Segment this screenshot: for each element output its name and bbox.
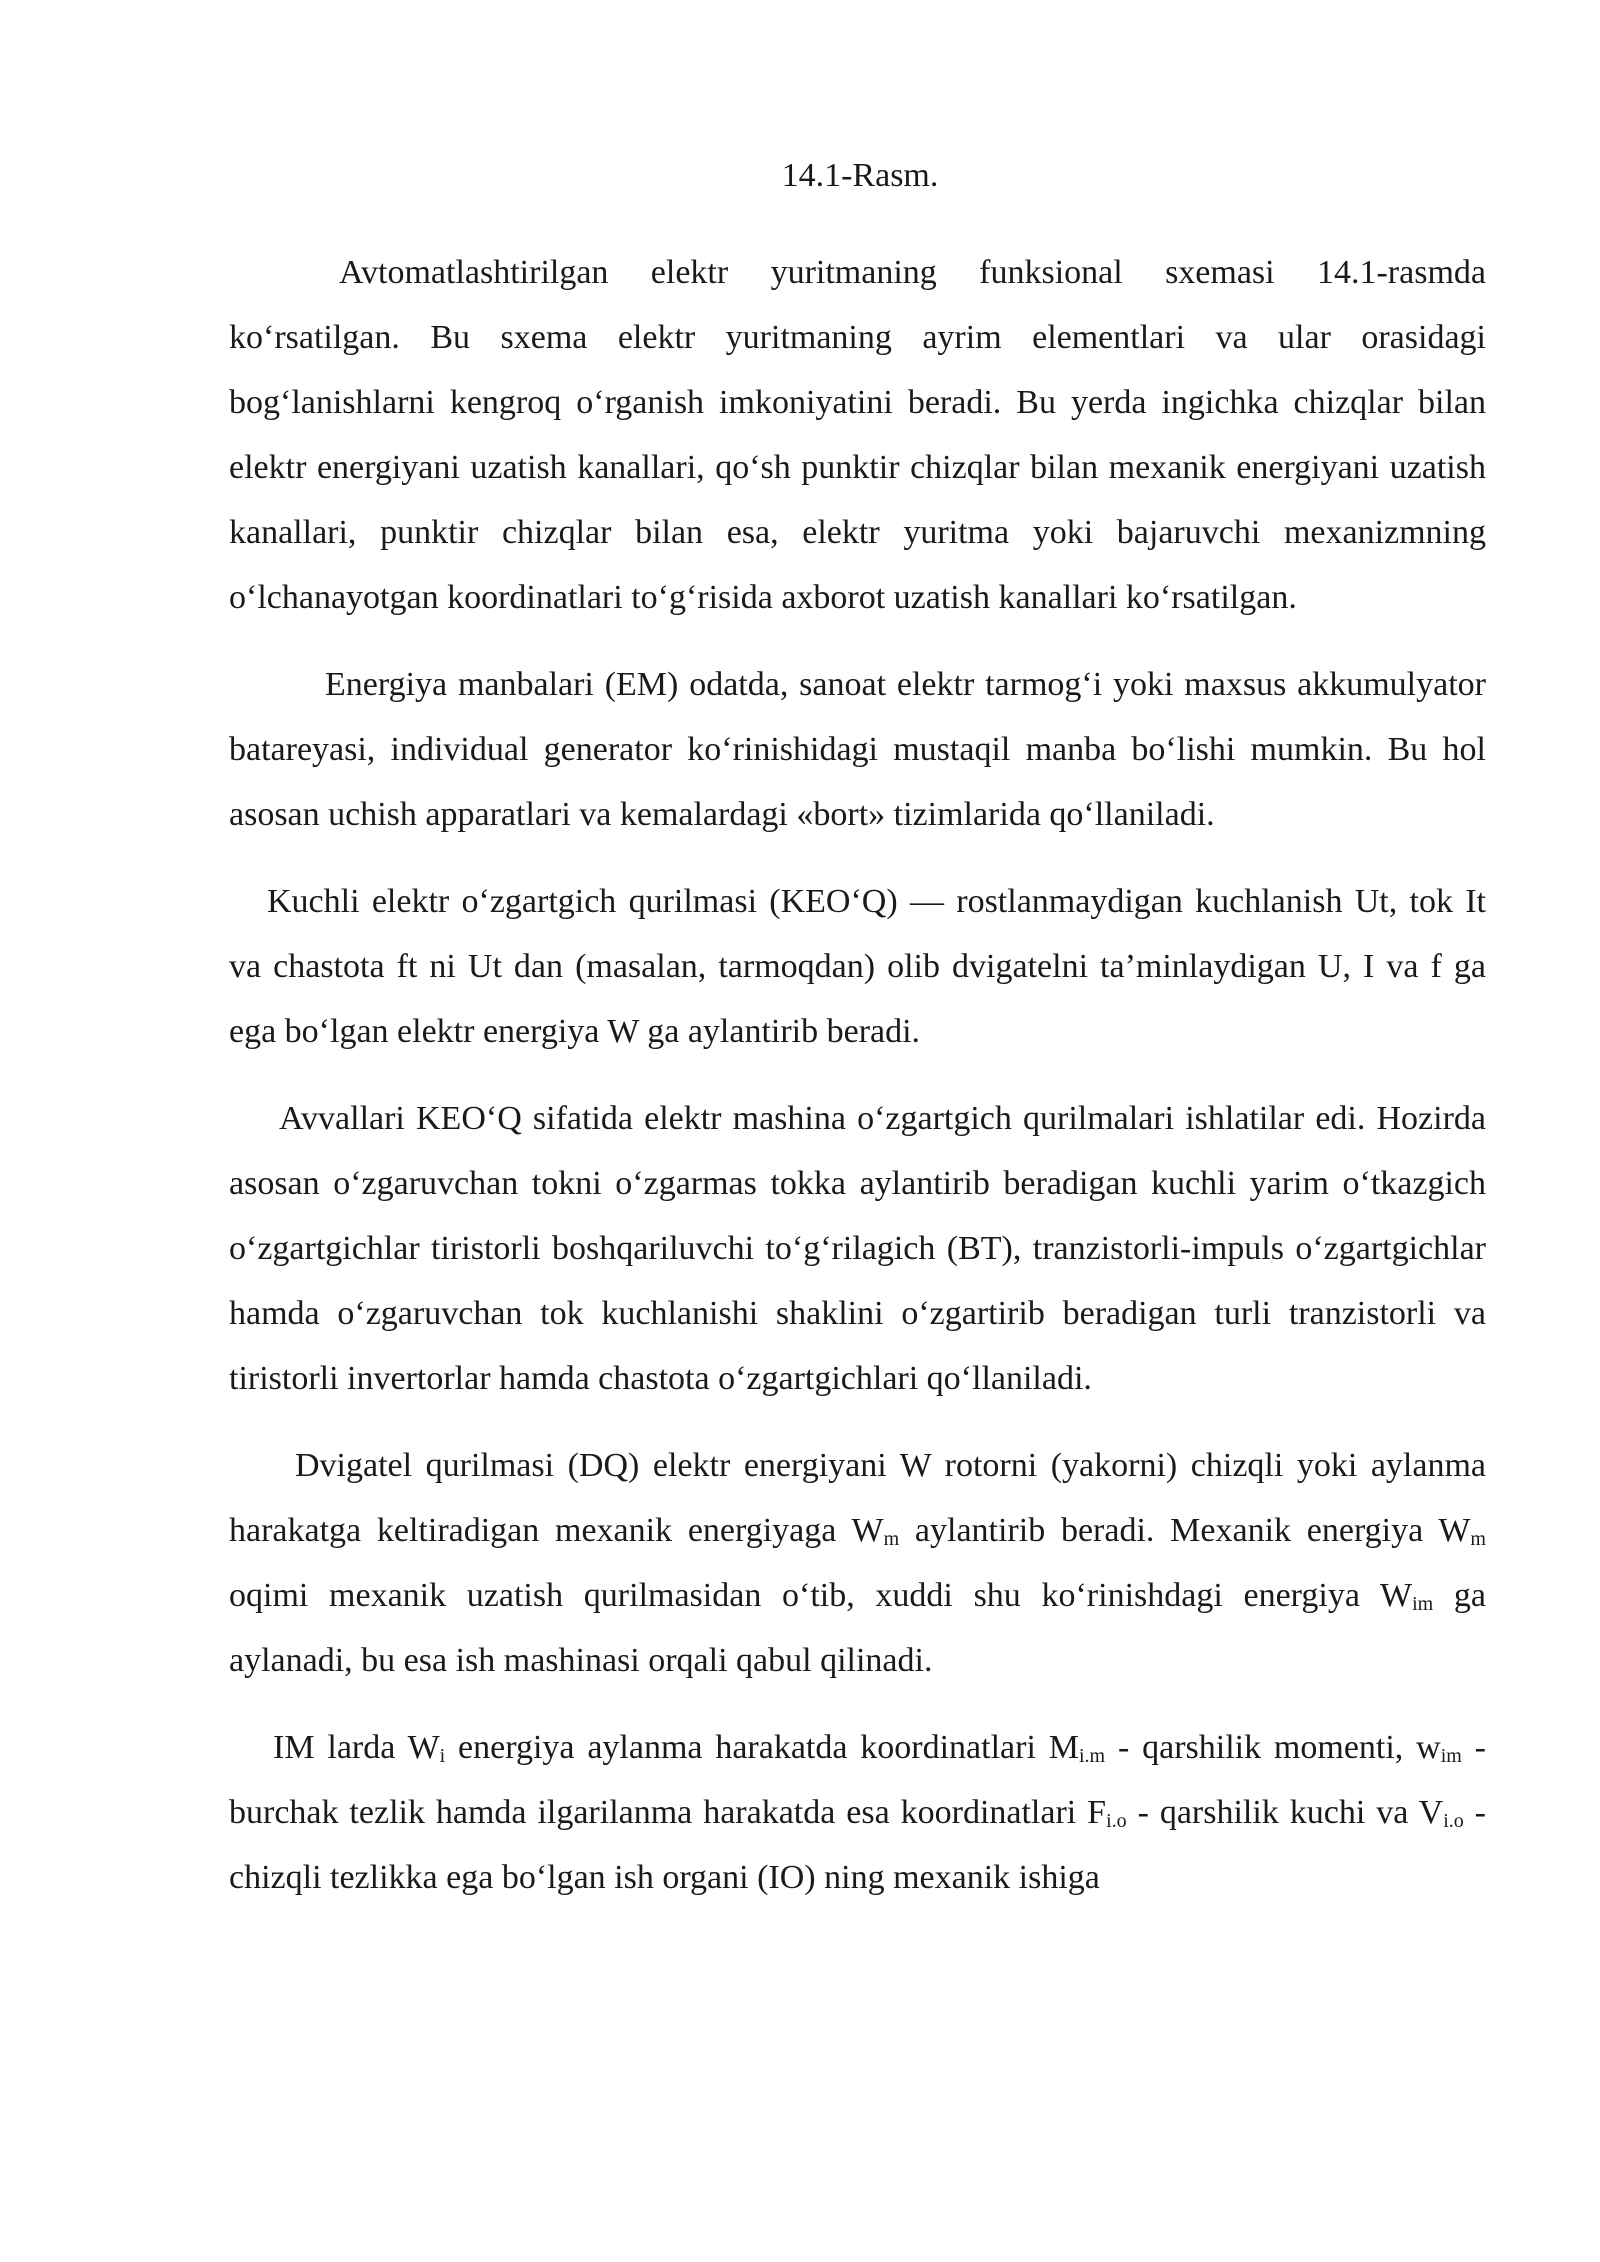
text-run: aylantirib beradi. Mexanik energiya W	[899, 1512, 1471, 1549]
subscript: im	[1440, 1745, 1462, 1767]
subscript: i.m	[1078, 1745, 1106, 1767]
paragraph-converter-types: Avvallari KEO‘Q sifatida elektr mashina o‘zgartgich qurilmalari ishlatilar edi. Hozirda asosan o‘zgaruvchan tokni o‘zgarmas tokka aylantirib beradigan kuchli yarim o‘tkazgich o‘zgartgichlar tiristorli boshqariluvchi to‘g‘rilagich (BT), tranzistorli-impuls o‘zgartgichlar hamda o‘zgaruvchan tok kuchlanishi shaklini o‘zgartirib beradigan turli tranzistorli va tiristorli invertorlar hamda chastota o‘zgartgichlari qo‘llaniladi.	[229, 1100, 1486, 1397]
subscript: m	[883, 1528, 900, 1550]
subscript: i	[439, 1745, 446, 1767]
paragraph-motor-device	[229, 1433, 1486, 1693]
text-run: energiya aylanma harakatda koordinatlari M	[445, 1729, 1079, 1766]
paragraph-energy-sources: Energiya manbalari (EM) odatda, sanoat elektr tarmog‘i yoki maxsus akkumulyator batareyasi, individual generator ko‘rinishidagi mustaqil manba bo‘lishi mumkin. Bu hol asosan uchish apparatlari va kemalardagi «bort» tizimlarida qo‘llaniladi.	[229, 666, 1486, 833]
subscript: m	[1470, 1528, 1486, 1550]
subscript: im	[1412, 1593, 1434, 1615]
figure-caption: 14.1-Rasm.	[781, 157, 939, 194]
text-run: - qarshilik kuchi va V	[1126, 1794, 1444, 1831]
subscript: i.o	[1106, 1810, 1127, 1832]
text-run: ga aylanadi, bu esa ish mashinasi orqali qabul qilinadi.	[229, 1577, 1487, 1679]
paragraph-power-converter: Kuchli elektr o‘zgartgich qurilmasi (KEO‘Q) — rostlanmaydigan kuchlanish Ut, tok It va chastota ft ni Ut dan (masalan, tarmoqdan) olib dvigatelni ta’minlaydigan U, I va f ga ega bo‘lgan elektr energiya W ga aylantirib beradi.	[229, 883, 1486, 1050]
text-run: - chizqli tezlikka ega bo‘lgan ish organi (IO) ning mexanik ishiga	[229, 1794, 1487, 1896]
text-run: Dvigatel qurilmasi (DQ) elektr energiyani W rotorni (yakorni) chizqli yoki aylanma harakatga keltiradigan mexanik energiyaga W	[229, 1447, 1486, 1549]
paragraph-working-machine	[229, 1715, 1486, 1910]
paragraph-functional-scheme: Avtomatlashtirilgan elektr yuritmaning funksional sxemasi 14.1-rasmda ko‘rsatilgan. Bu sxema elektr yuritmaning ayrim elementlari va ular orasidagi bog‘lanishlarni kengroq o‘rganish imkoniyatini beradi. Bu yerda ingichka chizqlar bilan elektr energiyani uzatish kanallari, qo‘sh punktir chizqlar bilan mexanik energiyani uzatish kanallari, punktir chizqlar bilan esa, elektr yuritma yoki bajaruvchi mexanizmning o‘lchanayotgan koordinatlari to‘g‘risida axborot uzatish kanallari ko‘rsatilgan.	[229, 254, 1486, 616]
text-run: - burchak tezlik hamda ilgarilanma harakatda esa koordinatlari F	[229, 1729, 1486, 1831]
text-run: - qarshilik momenti, w	[1105, 1729, 1441, 1766]
document-body	[229, 240, 1486, 1932]
text-run: IM larda W	[273, 1729, 440, 1766]
text-run: oqimi mexanik uzatish qurilmasidan o‘tib, xuddi shu ko‘rinishdagi energiya W	[229, 1577, 1413, 1614]
subscript: i.o	[1443, 1810, 1464, 1832]
